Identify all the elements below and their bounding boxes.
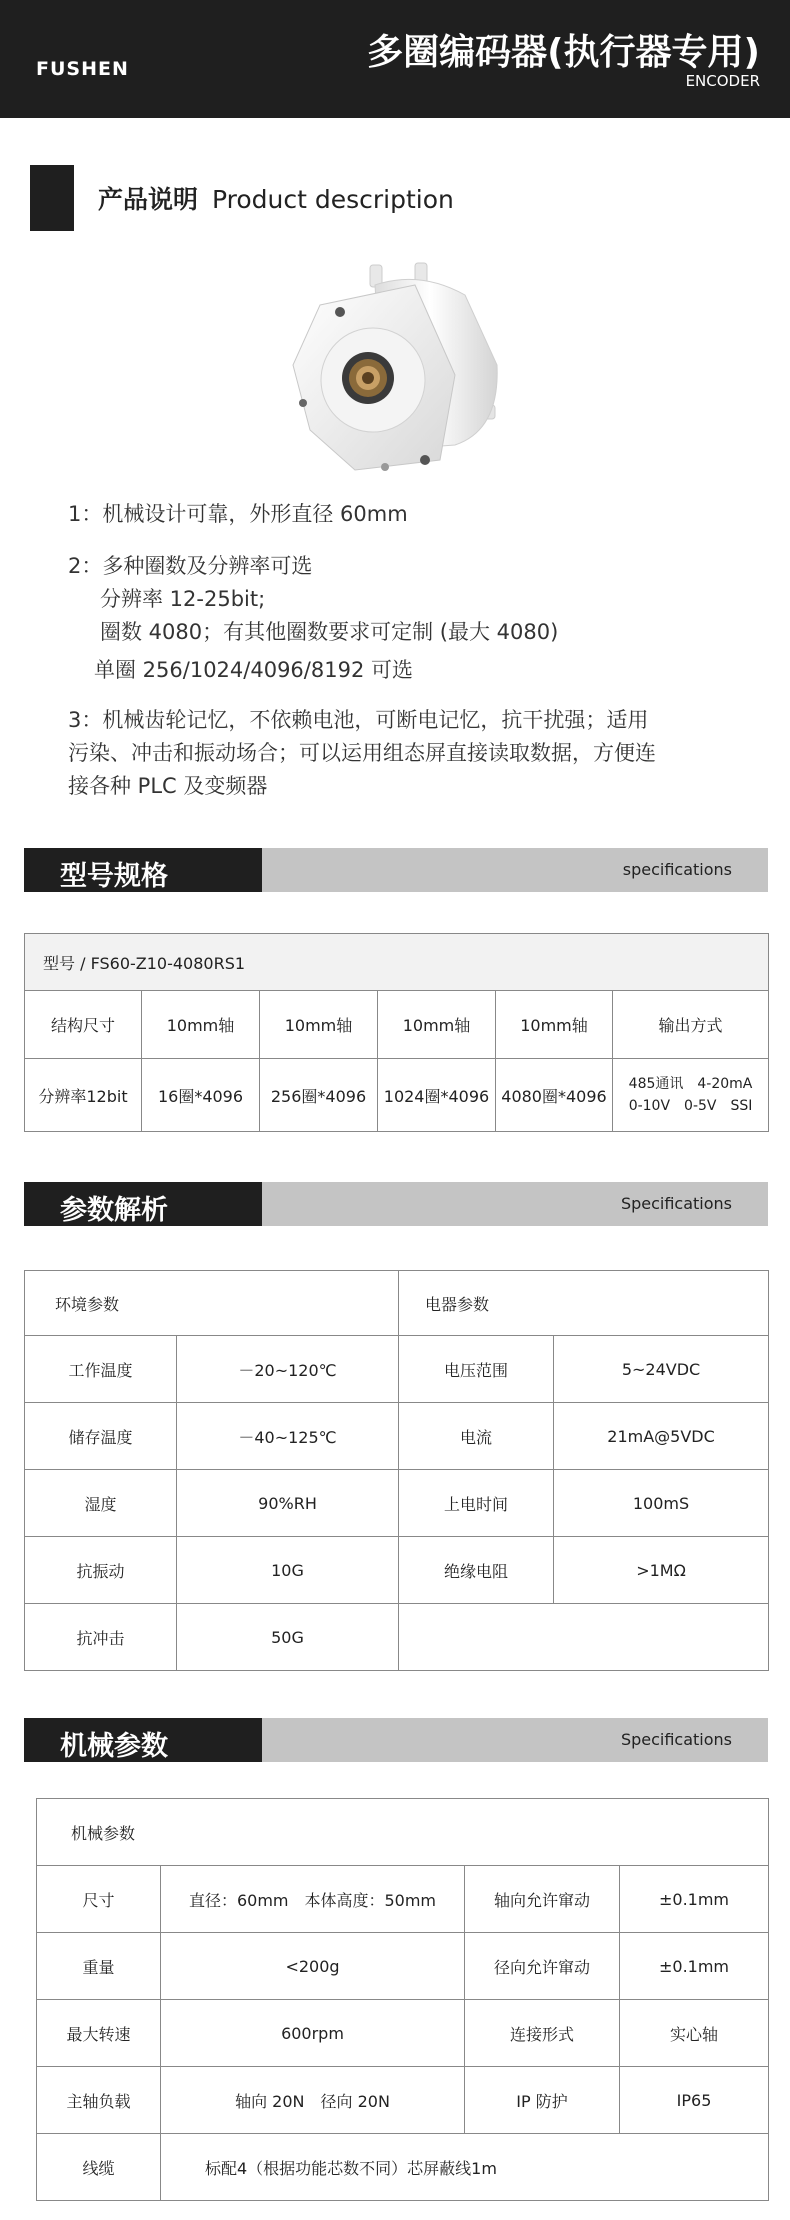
table-cell: －40~125℃ [177,1403,399,1470]
table-cell: <200g [161,1933,465,2000]
brand-logo: FUSHEN [36,58,129,80]
table-cell: 直径：60mm 本体高度：50mm [161,1866,465,1933]
description-line: 接各种 PLC 及变频器 [68,774,268,798]
page-header [0,0,790,118]
output-mode-line: 485通讯 4-20mA [628,1076,753,1092]
description-line: 分辨率 12-25bit; [100,587,266,611]
table-cell: 结构尺寸 [25,991,142,1059]
table-cell: －20~120℃ [177,1336,399,1403]
section-title-en: Specifications [620,1730,732,1749]
table-cell: 抗冲击 [25,1604,177,1671]
product-description-title: 产品说明 Product description [98,185,454,214]
table-cell: 重量 [37,1933,161,2000]
table-cell: 1024圈*4096 [378,1059,496,1132]
env-params-title: 环境参数 [25,1271,399,1336]
table-cell: 100mS [554,1470,769,1537]
section-marker [30,165,74,231]
table-cell: 输出方式 [613,991,769,1059]
parameter-table [24,1270,769,1671]
table-cell: 10mm轴 [496,991,613,1059]
table-cell: 50G [177,1604,399,1671]
table-cell: 实心轴 [620,2000,769,2067]
page-subtitle: ENCODER [685,72,760,90]
description-line: 2：多种圈数及分辨率可选 [68,554,313,578]
section-title: 型号规格 [60,861,168,892]
output-mode-cell [613,1059,769,1132]
page-title: 多圈编码器(执行器专用) [367,32,760,73]
table-cell: 256圈*4096 [260,1059,378,1132]
table-cell: 电压范围 [399,1336,554,1403]
description-line: 3：机械齿轮记忆，不依赖电池，可断电记忆，抗干扰强；适用 [68,708,649,732]
table-cell: 5~24VDC [554,1336,769,1403]
section-title: 机械参数 [60,1731,168,1762]
table-cell: 轴向允许窜动 [465,1866,620,1933]
table-cell: 湿度 [25,1470,177,1537]
section-bar-specifications [24,848,768,892]
table-cell: 储存温度 [25,1403,177,1470]
mech-params-title: 机械参数 [37,1799,769,1866]
table-cell: 径向允许窜动 [465,1933,620,2000]
table-cell: 上电时间 [399,1470,554,1537]
table-cell: 4080圈*4096 [496,1059,613,1132]
table-cell: ±0.1mm [620,1933,769,2000]
table-cell: >1MΩ [554,1537,769,1604]
table-cell: 600rpm [161,2000,465,2067]
table-cell: 10G [177,1537,399,1604]
description-line: 单圈 256/1024/4096/8192 可选 [94,658,413,682]
section-title: 参数解析 [60,1195,168,1226]
table-cell: 最大转速 [37,2000,161,2067]
table-cell: 轴向 20N 径向 20N [161,2067,465,2134]
table-cell: 工作温度 [25,1336,177,1403]
table-cell: 10mm轴 [260,991,378,1059]
model-spec-table [24,933,769,1132]
table-cell: IP 防护 [465,2067,620,2134]
table-cell: 线缆 [37,2134,161,2201]
table-cell: 连接形式 [465,2000,620,2067]
empty-cell [399,1604,769,1671]
elec-params-title: 电器参数 [399,1271,769,1336]
mechanical-table [36,1798,769,2201]
table-cell: 尺寸 [37,1866,161,1933]
table-cell: 10mm轴 [378,991,496,1059]
output-mode-line: 0-10V 0-5V SSI [628,1098,753,1114]
table-cell: 16圈*4096 [142,1059,260,1132]
table-cell: 10mm轴 [142,991,260,1059]
section-title-en: Specifications [620,1194,732,1213]
description-line: 圈数 4080；有其他圈数要求可定制 (最大 4080) [100,620,559,644]
table-cell: 90%RH [177,1470,399,1537]
table-cell: 绝缘电阻 [399,1537,554,1604]
section-bar-parameters [24,1182,768,1226]
cable-value: 标配4（根据功能芯数不同）芯屏蔽线1m [161,2134,769,2201]
encoder-product-image [265,255,535,485]
model-number: 型号 / FS60-Z10-4080RS1 [25,934,769,991]
table-cell: 21mA@5VDC [554,1403,769,1470]
table-cell: 抗振动 [25,1537,177,1604]
section-bar-mechanical [24,1718,768,1762]
table-cell: 分辨率12bit [25,1059,142,1132]
description-line: 1：机械设计可靠，外形直径 60mm [68,502,408,526]
table-cell: 主轴负载 [37,2067,161,2134]
table-cell: ±0.1mm [620,1866,769,1933]
description-line: 污染、冲击和振动场合；可以运用组态屏直接读取数据，方便连 [68,741,656,765]
table-cell: 电流 [399,1403,554,1470]
section-title-en: specifications [622,860,732,879]
table-cell: IP65 [620,2067,769,2134]
